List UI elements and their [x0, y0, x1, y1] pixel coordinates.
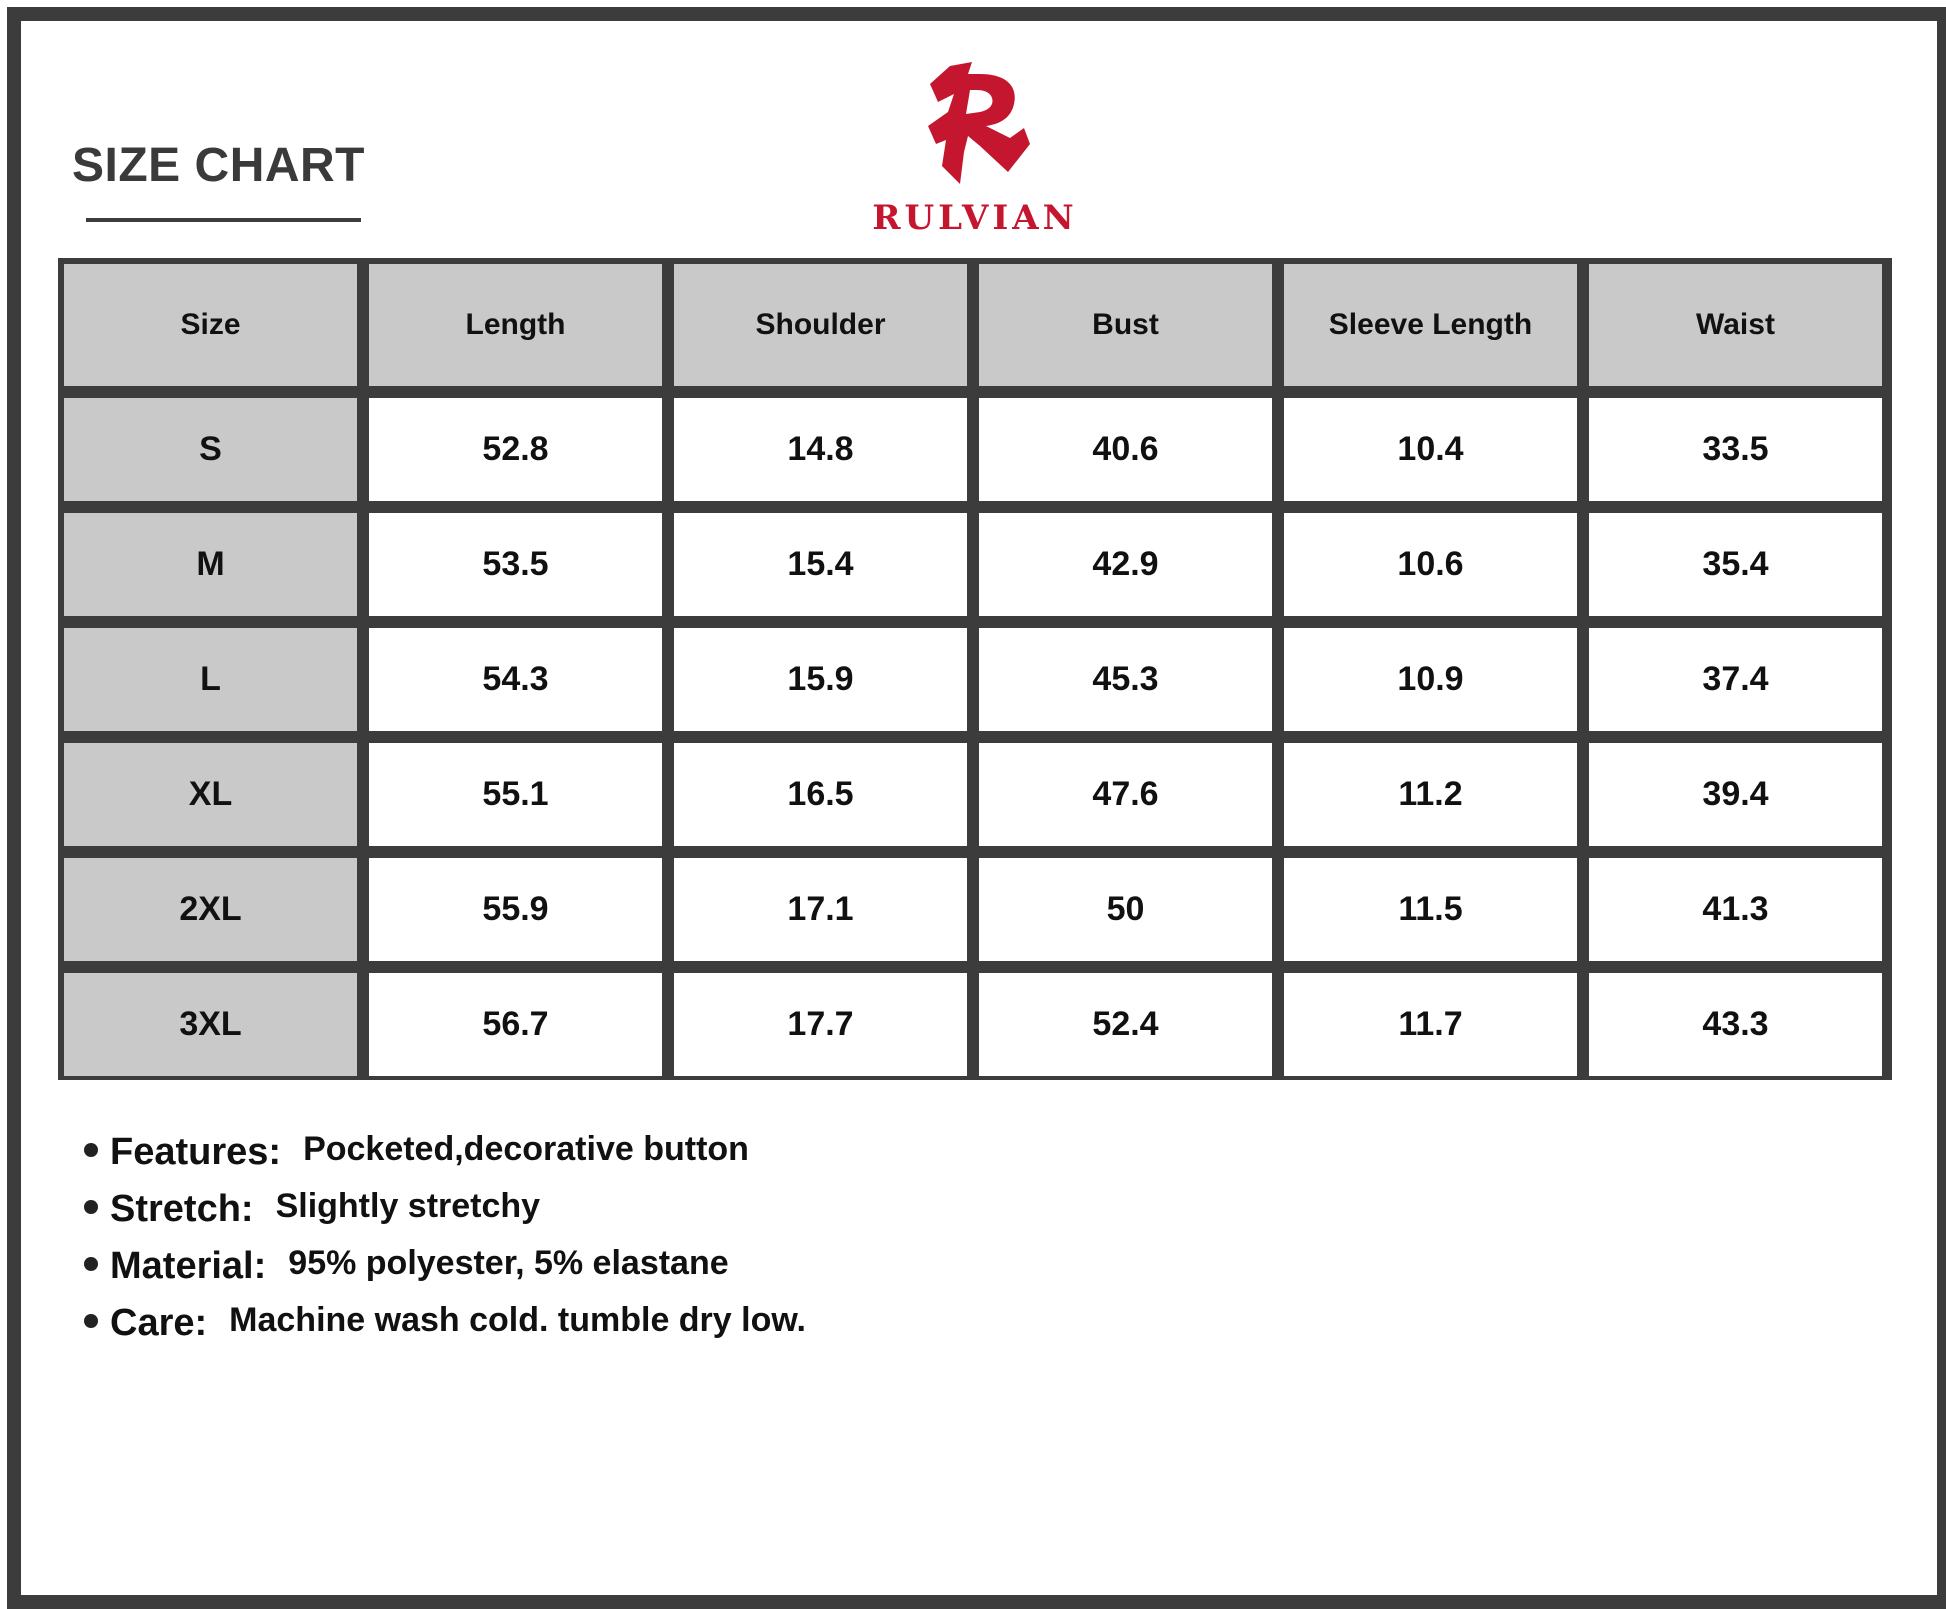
size-chart-table: [58, 258, 1892, 1080]
measurement-cell: 52.8: [369, 398, 662, 501]
size-label-cell: M: [64, 513, 357, 616]
rulvian-r-logo-icon: [920, 60, 1030, 190]
measurement-cell: 50: [979, 858, 1272, 961]
measurement-cell: 55.1: [369, 743, 662, 846]
measurement-cell: 52.4: [979, 973, 1272, 1076]
measurement-cell: 14.8: [674, 398, 967, 501]
feature-item: [84, 1124, 806, 1181]
column-header: Bust: [979, 264, 1272, 386]
feature-value: Pocketed,decorative button: [303, 1130, 749, 1168]
measurement-cell: 40.6: [979, 398, 1272, 501]
measurement-cell: 10.6: [1284, 513, 1577, 616]
measurement-cell: 47.6: [979, 743, 1272, 846]
size-label-cell: S: [64, 398, 357, 501]
measurement-cell: 42.9: [979, 513, 1272, 616]
measurement-cell: 45.3: [979, 628, 1272, 731]
bullet-icon: [84, 1200, 98, 1214]
size-label-cell: 2XL: [64, 858, 357, 961]
feature-label: Stretch:: [110, 1188, 254, 1230]
measurement-cell: 10.9: [1284, 628, 1577, 731]
feature-item: [84, 1238, 806, 1295]
feature-value: Machine wash cold. tumble dry low.: [229, 1301, 806, 1339]
measurement-cell: 39.4: [1589, 743, 1882, 846]
measurement-cell: 15.9: [674, 628, 967, 731]
measurement-cell: 17.7: [674, 973, 967, 1076]
brand-name: RULVIAN: [872, 198, 1078, 238]
measurement-cell: 54.3: [369, 628, 662, 731]
measurement-cell: 56.7: [369, 973, 662, 1076]
size-label-cell: L: [64, 628, 357, 731]
measurement-cell: 15.4: [674, 513, 967, 616]
brand-logo: [860, 60, 1090, 240]
feature-label: Care:: [110, 1302, 208, 1344]
measurement-cell: 37.4: [1589, 628, 1882, 731]
measurement-cell: 41.3: [1589, 858, 1882, 961]
measurement-cell: 33.5: [1589, 398, 1882, 501]
measurement-cell: 11.7: [1284, 973, 1577, 1076]
column-header: Sleeve Length: [1284, 264, 1577, 386]
column-header: Shoulder: [674, 264, 967, 386]
bullet-icon: [84, 1257, 98, 1271]
page-title: SIZE CHART: [72, 139, 365, 192]
column-header: Waist: [1589, 264, 1882, 386]
measurement-cell: 35.4: [1589, 513, 1882, 616]
product-features-list: [84, 1124, 806, 1352]
size-label-cell: XL: [64, 743, 357, 846]
measurement-cell: 11.2: [1284, 743, 1577, 846]
bullet-icon: [84, 1314, 98, 1328]
feature-item: [84, 1295, 806, 1352]
measurement-cell: 16.5: [674, 743, 967, 846]
measurement-cell: 11.5: [1284, 858, 1577, 961]
measurement-cell: 17.1: [674, 858, 967, 961]
feature-label: Material:: [110, 1245, 267, 1287]
measurement-cell: 53.5: [369, 513, 662, 616]
size-label-cell: 3XL: [64, 973, 357, 1076]
feature-value: Slightly stretchy: [275, 1187, 541, 1225]
column-header: Length: [369, 264, 662, 386]
feature-value: 95% polyester, 5% elastane: [288, 1244, 729, 1282]
measurement-cell: 43.3: [1589, 973, 1882, 1076]
feature-label: Features:: [110, 1131, 282, 1173]
bullet-icon: [84, 1143, 98, 1157]
measurement-cell: 55.9: [369, 858, 662, 961]
title-underline: [86, 218, 361, 222]
column-header: Size: [64, 264, 357, 386]
feature-item: [84, 1181, 806, 1238]
measurement-cell: 10.4: [1284, 398, 1577, 501]
